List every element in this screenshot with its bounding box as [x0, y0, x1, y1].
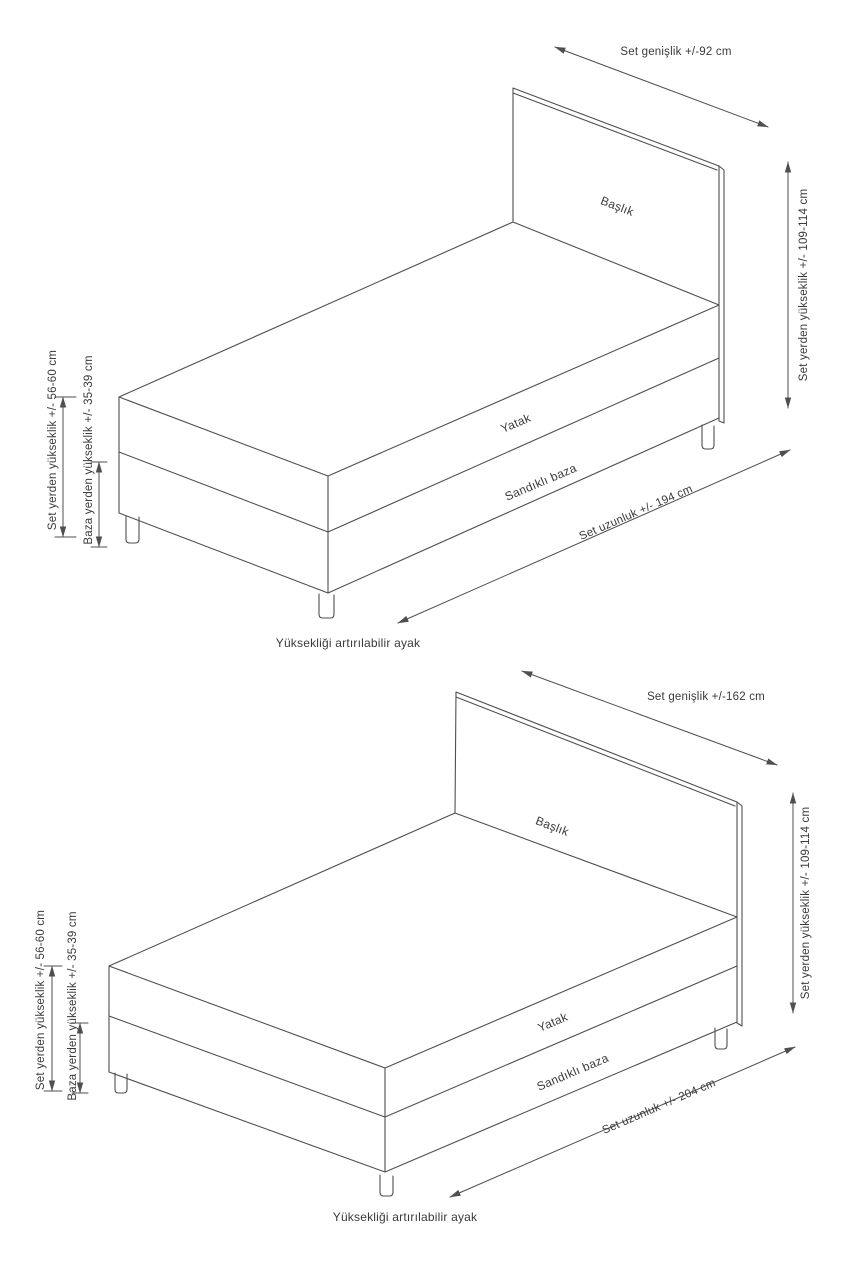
double-headboard-label: Başlık	[533, 813, 571, 839]
double-width-dimension-arrow	[522, 671, 777, 765]
single-set-height-label: Set yerden yükseklik +/- 109-114 cm	[798, 188, 811, 382]
single-mattress-label: Yatak	[498, 410, 533, 436]
single-bed-drawing	[119, 88, 724, 618]
double-base-floor-height-label: Baza yerden yükseklik +/- 35-39 cm	[67, 911, 80, 1101]
single-mattress-top-face	[119, 222, 719, 476]
double-length-label: Set uzunluk +/- 204 cm	[600, 1077, 718, 1137]
double-base-label: Sandıklı baza	[534, 1050, 611, 1094]
double-bed-diagram	[35, 671, 812, 1224]
double-mattress-label: Yatak	[535, 1009, 570, 1035]
double-foot-caption: Yüksekliği artırılabilir ayak	[332, 1210, 478, 1225]
single-bed-diagram	[47, 46, 810, 650]
double-set-height-label: Set yerden yükseklik +/- 109-114 cm	[800, 806, 813, 1000]
single-length-label: Set uzunluk +/- 194 cm	[577, 483, 695, 543]
double-set-floor-height-label: Set yerden yükseklik +/- 56-60 cm	[35, 909, 48, 1091]
single-width-dimension-arrow	[555, 47, 768, 127]
single-set-floor-height-label: Set yerden yükseklik +/- 56-60 cm	[47, 349, 60, 531]
single-base-label: Sandıklı baza	[502, 460, 579, 504]
single-base-floor-height-label: Baza yerden yükseklik +/- 35-39 cm	[83, 355, 96, 545]
double-dimension-ticks	[44, 966, 88, 1093]
single-foot-caption: Yüksekliği artırılabilir ayak	[275, 636, 421, 651]
double-width-label: Set genişlik +/-162 cm	[647, 691, 765, 704]
double-bed-drawing	[109, 692, 742, 1196]
double-mattress-top-face	[109, 813, 737, 1068]
single-width-label: Set genişlik +/-92 cm	[620, 46, 732, 59]
single-headboard-label: Başlık	[598, 193, 636, 219]
